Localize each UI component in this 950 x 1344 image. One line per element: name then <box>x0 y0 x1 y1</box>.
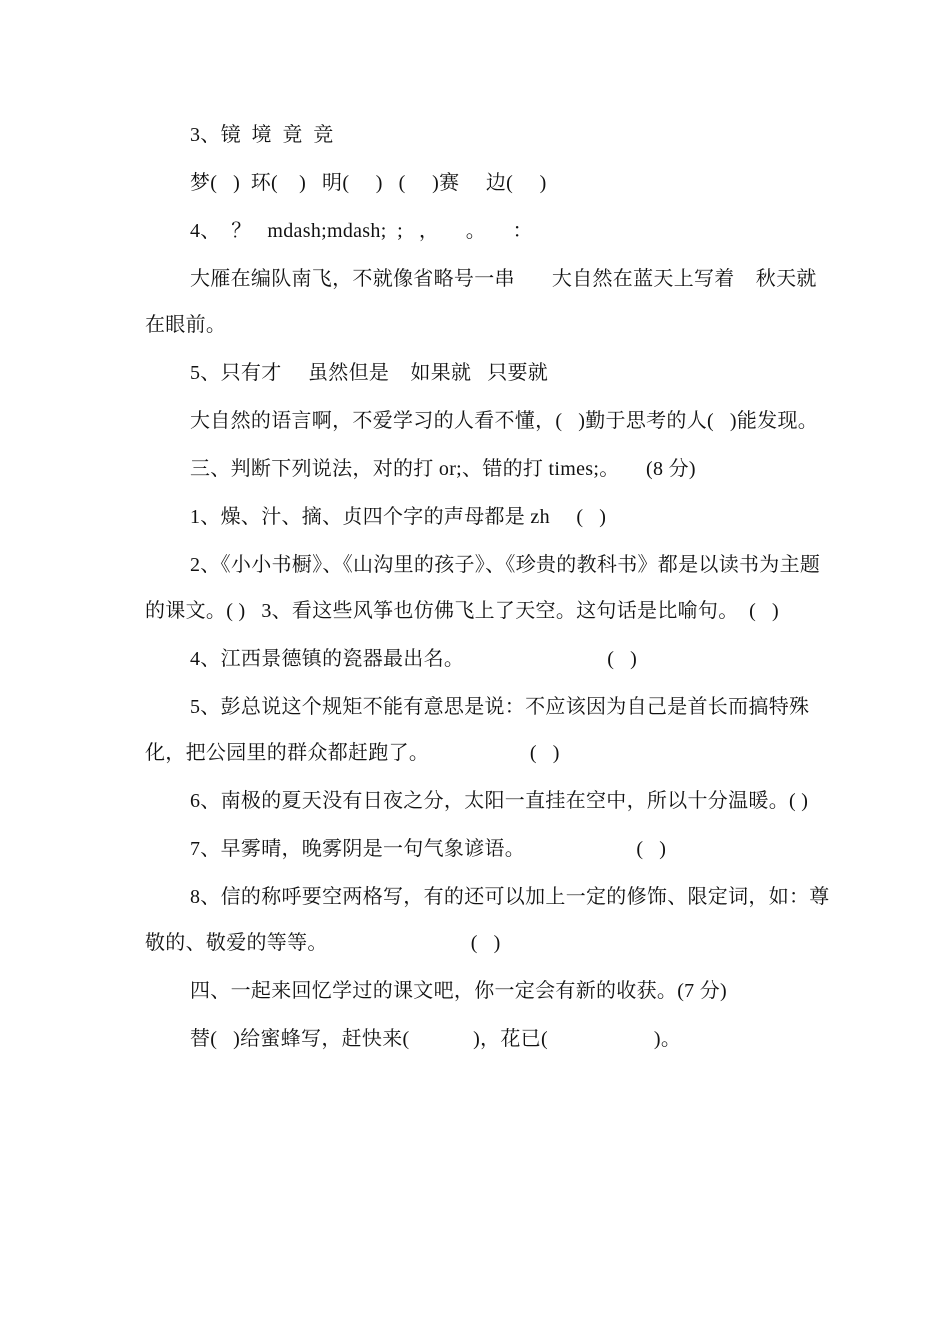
judge-item-5: 5、彭总说这个规矩不能有意思是说：不应该因为自己是首长而搞特殊化，把公园里的群众都赶跑了。 ( ) <box>145 696 810 764</box>
judge-item-1: 1、燥、汁、摘、贞四个字的声母都是 zh ( ) <box>190 506 607 528</box>
judge-item-6: 6、南极的夏天没有日夜之分，太阳一直挂在空中，所以十分温暖。( ) <box>190 790 809 812</box>
line-3-blanks: 梦( ) 环( ) 明( ) ( )赛 边( ) <box>190 172 547 194</box>
section-4-heading: 四、一起来回忆学过的课文吧，你一定会有新的收获。(7 分) <box>190 980 728 1002</box>
line-4-sentence: 大雁在编队南飞，不就像省略号一串 大自然在蓝天上写着 秋天就在眼前。 <box>145 268 817 336</box>
judge-item-8: 8、信的称呼要空两格写，有的还可以加上一定的修饰、限定词，如：尊敬的、敬爱的等等。 ( ) <box>145 886 830 954</box>
section-4-fill-blank: 替( )给蜜蜂写，赶快来( )，花已( )。 <box>190 1028 682 1050</box>
judge-item-7: 7、早雾晴，晚雾阴是一句气象谚语。 ( ) <box>190 838 667 860</box>
section-3-heading: 三、判断下列说法，对的打 or;、错的打 times;。 (8 分) <box>190 458 696 480</box>
line-5-sentence: 大自然的语言啊，不爱学习的人看不懂，( )勤于思考的人( )能发现。 <box>190 410 819 432</box>
line-4-punctuation: 4、 ？ mdash;mdash; ; ， 。 ： <box>190 220 533 242</box>
judge-item-4: 4、江西景德镇的瓷器最出名。 ( ) <box>190 648 638 670</box>
judge-item-2-3: 2、《小小书橱》、《山沟里的孩子》、《珍贵的教科书》都是以读书为主题的课文。( ) 3、看这些风筝也仿佛飞上了天空。这句话是比喻句。 ( ) <box>145 554 821 622</box>
line-3-chars: 3、镜 境 竟 竞 <box>190 124 334 146</box>
line-5-conjunctions: 5、只有才 虽然但是 如果就 只要就 <box>190 362 549 384</box>
